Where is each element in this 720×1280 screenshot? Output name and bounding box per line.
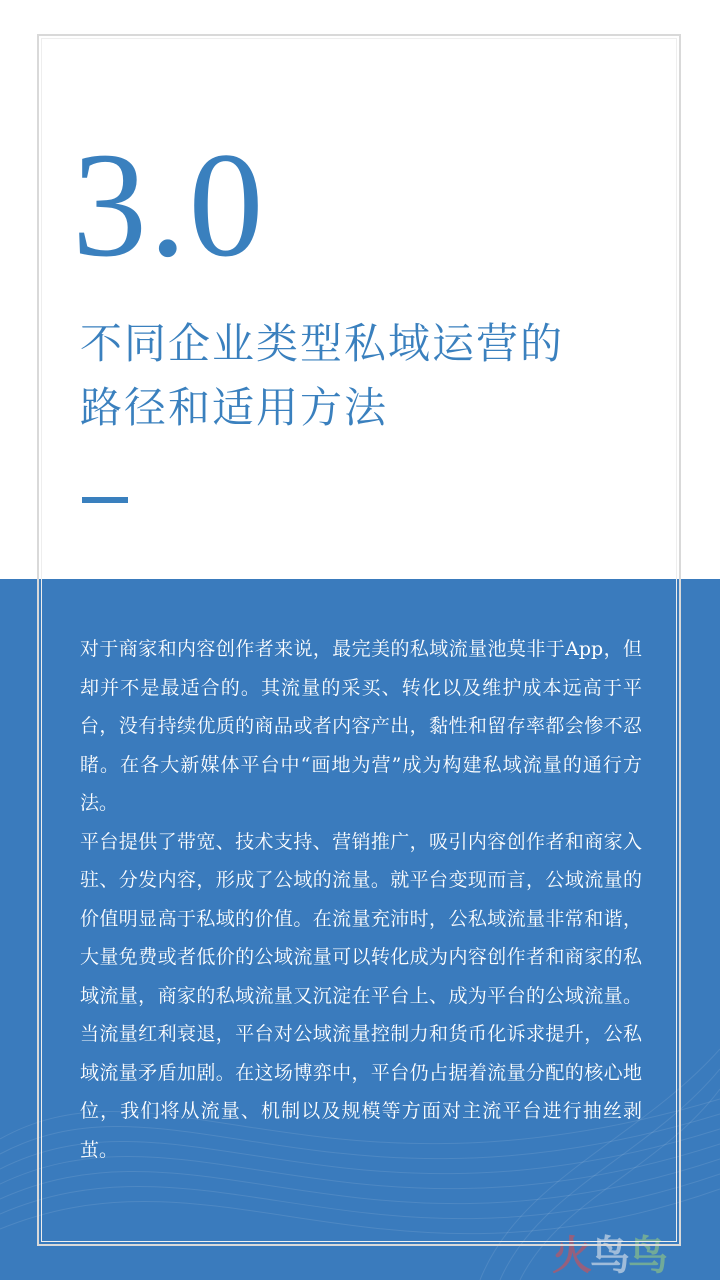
page-title — [80, 312, 660, 440]
watermark-logo — [552, 1232, 666, 1280]
paragraph-1: 对于商家和内容创作者来说，最完美的私域流量池莫非于App，但却并不是最适合的。其流量的采买、转化以及维护成本远高于平台，没有持续优质的商品或者内容产出，黏性和留存率都会惨不忍睹。在各大新媒体平台中“画地为营”成为构建私域流量的通行方法。 — [80, 638, 642, 814]
watermark-char-2: 鸟 — [590, 1233, 628, 1279]
watermark-char-3: 鸟 — [628, 1233, 666, 1279]
section-number: 3.0 — [72, 122, 266, 288]
title-divider — [82, 497, 128, 503]
paragraph-2: 平台提供了带宽、技术支持、营销推广，吸引内容创作者和商家入驻、分发内容，形成了公域的流量。就平台变现而言，公域流量的价值明显高于私域的价值。在流量充沛时，公私域流量非常和谐，大量免费或者低价的公域流量可以转化成为内容创作者和商家的私域流量，商家的私域流量又沉淀在平台上、成为平台的公域流量。当流量红利衰退，平台对公域流量控制力和货币化诉求提升，公私域流量矛盾加剧。在这场博弈中，平台仍占据着流量分配的核心地位，我们将从流量、机制以及规模等方面对主流平台进行抽丝剥茧。 — [80, 830, 642, 1161]
watermark-char-1: 火 — [552, 1233, 590, 1279]
title-line-2: 路径和适用方法 — [80, 383, 389, 432]
header-section — [0, 0, 720, 579]
title-line-1: 不同企业类型私域运营的 — [80, 319, 565, 368]
body-text — [80, 630, 642, 1169]
